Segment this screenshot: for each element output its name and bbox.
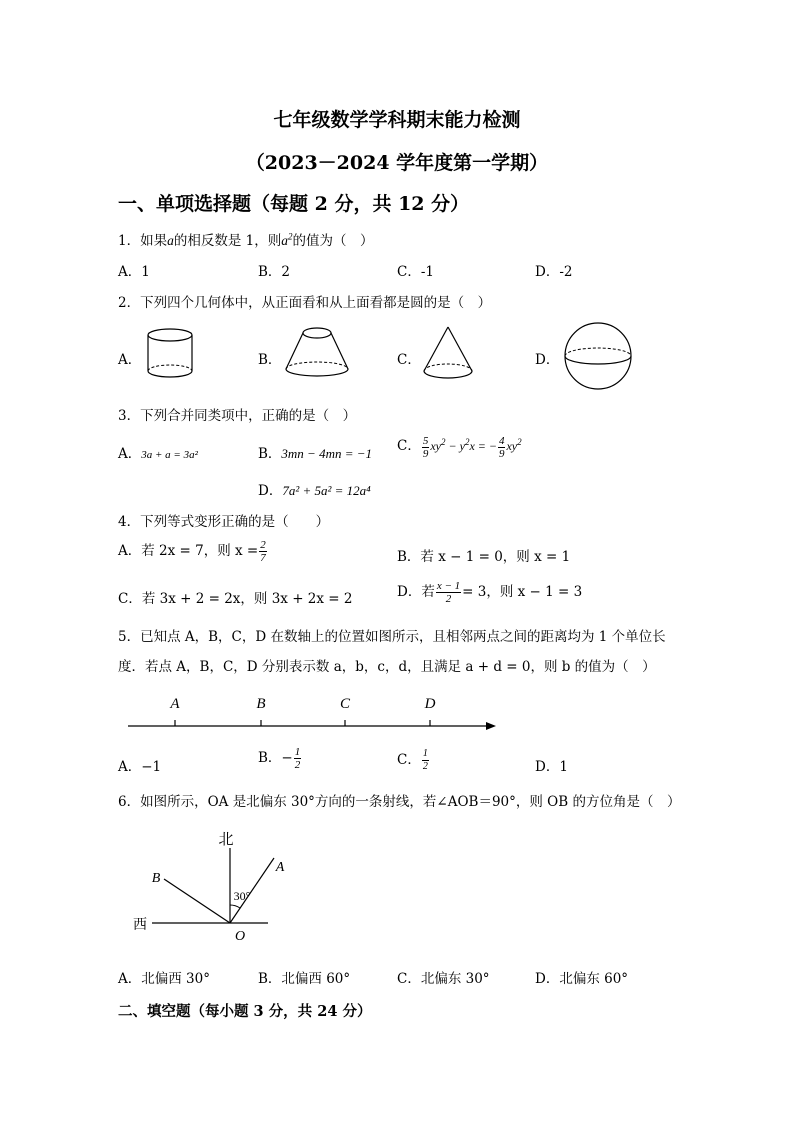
point-b-label: B [151,871,161,886]
q6-option-d[interactable]: D．北偏东 60° [535,971,629,987]
q3-option-d[interactable]: D．7a² + 5a² = 12a⁴ [258,483,371,499]
axis-label-a: A [170,696,180,712]
axis-label-d: D [424,696,436,712]
page-title: 七年级数学学科期末能力检测 [273,109,521,131]
frustum-figure [282,324,352,384]
ray-ob [164,879,230,923]
q6-stem: 6．如图所示，OA 是北偏东 30°方向的一条射线，若∠AOB＝90°，则 OB 的方位角是（ ） [118,794,681,810]
q2-option-a-label[interactable]: A． [118,352,142,368]
axis-label-b: B [256,696,266,712]
q3-option-a[interactable]: A．3a + a = 3a² [118,446,198,462]
cylinder-figure [144,326,196,382]
angle-label: 30° [233,889,251,903]
q6-option-c[interactable]: C．北偏东 30° [397,971,490,987]
west-label: 西 [133,918,147,933]
angle-arc [230,905,240,908]
q1-option-d[interactable]: D．-2 [535,264,573,280]
q6-option-a[interactable]: A．北偏西 30° [118,971,210,987]
q5-stem-line2: 度．若点 A，B，C，D 分别表示数 a，b，c，d，且满足 a + d = 0，则 b 的值为（ ） [118,659,656,675]
cone-figure [420,324,476,384]
point-a-label: A [275,860,285,875]
q5-option-a[interactable]: A．−1 [118,759,162,775]
page-subtitle: （2023－2024 学年度第一学期） [245,152,549,174]
q4-option-d[interactable]: D．若 $\frac{x - 1}{2}$ = 3，则 x − 1 = 3 [397,580,583,605]
q1-option-a[interactable]: A．1 [118,264,150,280]
section1-heading: 一、单项选择题（每题 2 分，共 12 分） [118,193,470,215]
q2-option-d-label[interactable]: D． [535,352,560,368]
point-o-label: O [234,929,246,944]
direction-figure [128,826,298,950]
q2-option-b-label[interactable]: B． [258,352,282,368]
q5-option-d[interactable]: D．1 [535,759,568,775]
number-line-figure [124,690,504,740]
q5-option-c[interactable]: C． $\frac{1}{2}$ [397,748,428,772]
axis-label-c: C [339,696,351,712]
section2-heading: 二、填空题（每小题 3 分，共 24 分） [118,1003,372,1020]
q5-option-b[interactable]: B．− $\frac{1}{2}$ [258,746,301,771]
q2-stem: 2．下列四个几何体中，从正面看和从上面看都是圆的是（ ） [118,295,492,311]
q4-option-c[interactable]: C．若 3x + 2 = 2x，则 3x + 2x = 2 [118,591,353,607]
q5-stem-line1: 5．已知点 A，B，C，D 在数轴上的位置如图所示，且相邻两点之间的距离均为 1 个单位长 [118,629,666,645]
q3-option-c[interactable]: C． $\frac{5}{9}$ $xy^2 - y^2x$ = − $\frac{4}{9}$ $xy^2$ [397,434,522,460]
q6-option-b[interactable]: B．北偏西 60° [258,971,351,987]
q4-stem: 4．下列等式变形正确的是（ ） [118,514,330,530]
sphere-figure [560,321,636,391]
q3-stem: 3．下列合并同类项中，正确的是（ ） [118,408,357,424]
q1-a-squared: $a^2$ [281,231,293,248]
q2-option-c-label[interactable]: C． [397,352,421,368]
q1-option-c[interactable]: C．-1 [397,264,434,280]
north-label: 北 [218,832,234,848]
q4-option-a[interactable]: A．若 2x = 7，则 x = $\frac{2}{7}$ [118,539,266,564]
q1-option-b[interactable]: B．2 [258,264,291,280]
q4-option-b[interactable]: B．若 x − 1 = 0，则 x = 1 [397,549,571,565]
q3-option-b[interactable]: B．3mn − 4mn = −1 [258,446,373,462]
axis-ticks [175,720,430,726]
q1-stem: 1．如果a的相反数是 1，则$a^2$的值为（ ） [118,231,374,249]
